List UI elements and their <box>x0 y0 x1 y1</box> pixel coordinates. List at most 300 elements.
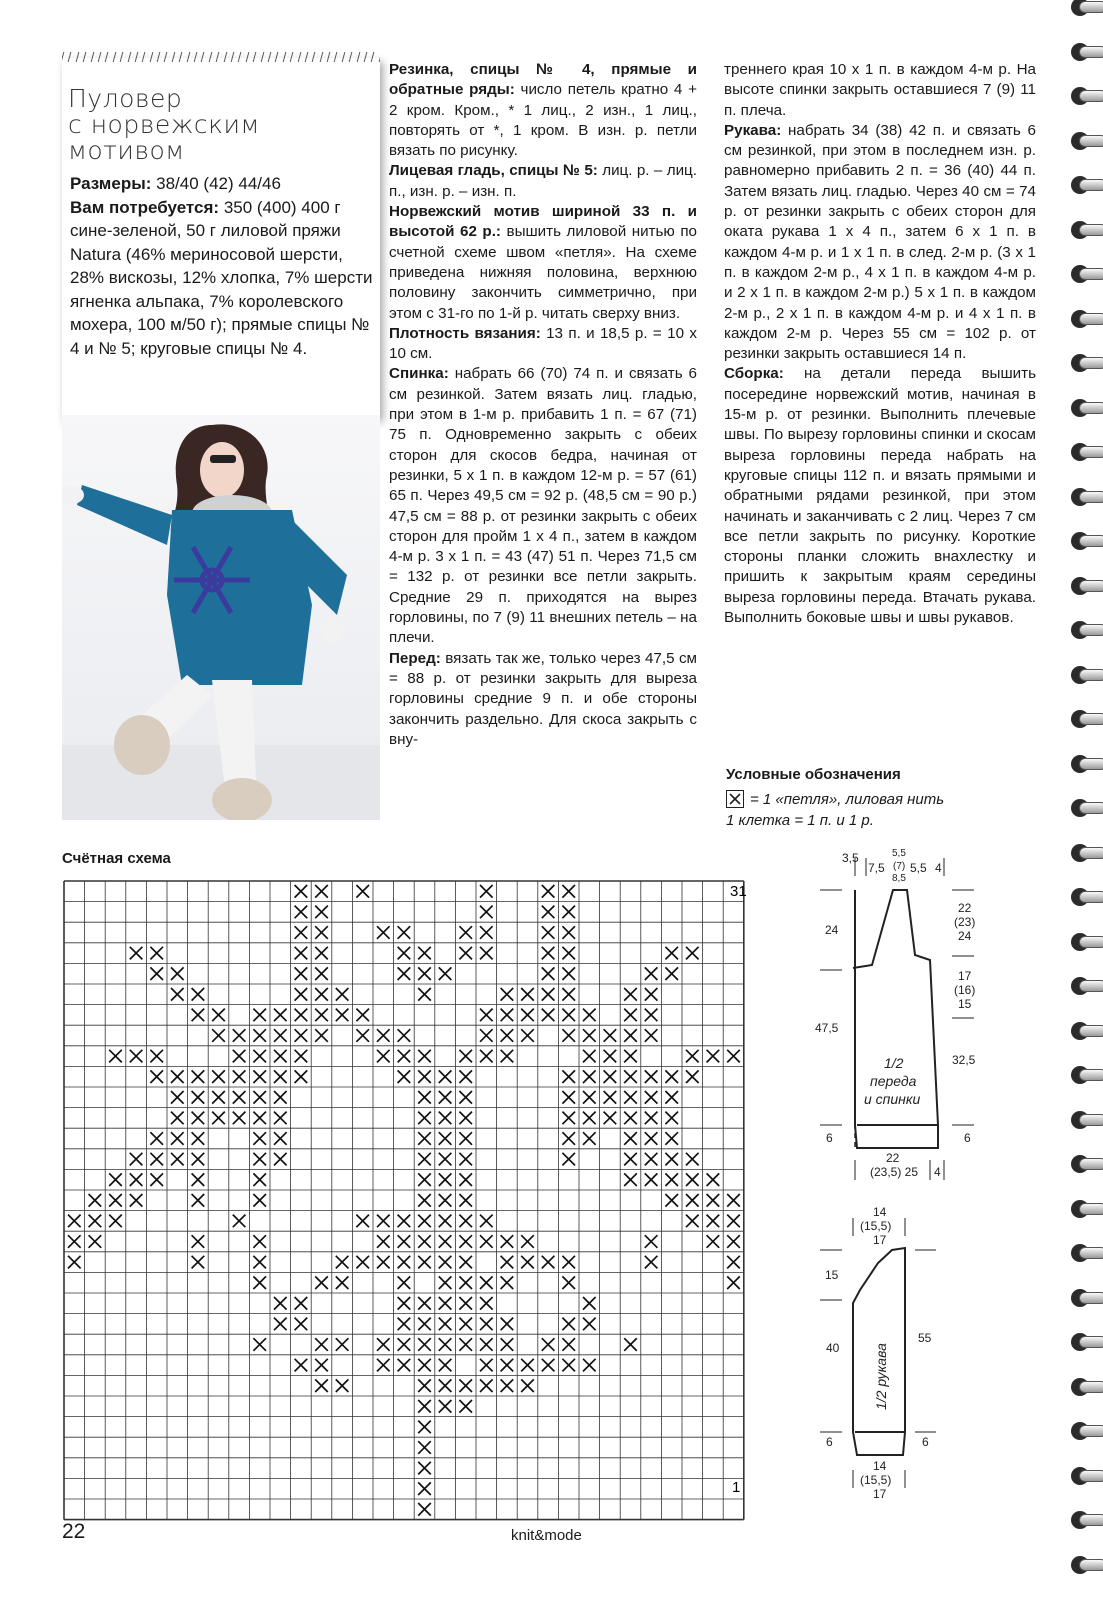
para-motif-text: вышить лиловой нитью по счетной схеме швом «петля». На схеме приведена нижняя половина, верхнюю половину закончить симметрично, при этом с 31-го по 1-й р. читать сверху вниз. <box>389 223 698 322</box>
chart-cross-stitch <box>295 947 308 960</box>
chart-cross-stitch <box>439 1173 452 1186</box>
chart-cross-stitch <box>542 967 555 980</box>
body-top-c1: 5,5 <box>892 848 906 859</box>
chart-cross-stitch <box>418 1318 431 1331</box>
title-line-2: с норвежским <box>68 110 260 139</box>
chart-cross-stitch <box>295 1070 308 1083</box>
chart-cross-stitch <box>274 1009 287 1022</box>
chart-cross-stitch <box>645 1070 658 1083</box>
chart-cross-stitch <box>624 1132 637 1145</box>
chart-cross-stitch <box>418 1441 431 1454</box>
chart-cross-stitch <box>562 1318 575 1331</box>
chart-cross-stitch <box>253 1132 266 1145</box>
perforation-mark <box>149 52 152 62</box>
page-number: 22 <box>62 1520 86 1543</box>
chart-cross-stitch <box>562 967 575 980</box>
chart-cross-stitch <box>604 1050 617 1063</box>
chart-cross-stitch <box>109 1173 122 1186</box>
para-front-text: вязать так же, только через 47,5 см = 88 р. от резинки закрыть для выреза горловины средние 9 п. и обе стороны закончить раздельно. Для скоса закрыть с вну- <box>389 649 697 748</box>
chart-cross-stitch <box>150 947 163 960</box>
chart-cross-stitch <box>624 1009 637 1022</box>
chart-cross-stitch <box>604 1091 617 1104</box>
body-label-1: 1/2 <box>884 1055 904 1071</box>
para-front-label: Перед: <box>389 649 441 667</box>
perforation-mark <box>216 52 219 62</box>
chart-cross-stitch <box>377 1215 390 1228</box>
title-line-1: Пуловер <box>68 84 183 113</box>
body-top-c3: 8,5 <box>892 873 906 884</box>
chart-cross-stitch <box>253 1070 266 1083</box>
chart-cross-stitch <box>459 1400 472 1413</box>
chart-cross-stitch <box>295 885 308 898</box>
chart-cross-stitch <box>418 1338 431 1351</box>
binding-ring <box>1061 838 1103 868</box>
chart-cross-stitch <box>645 1132 658 1145</box>
chart-cross-stitch <box>480 1318 493 1331</box>
chart-cross-stitch <box>315 947 328 960</box>
chart-cross-stitch <box>377 1359 390 1372</box>
body-right-23: (23) <box>954 915 976 929</box>
chart-cross-stitch <box>253 1276 266 1289</box>
chart-cross-stitch <box>439 1297 452 1310</box>
binding-ring <box>1061 1327 1103 1357</box>
chart-cross-stitch <box>109 1215 122 1228</box>
body-right-6: 6 <box>964 1131 971 1145</box>
binding-ring <box>1061 304 1103 334</box>
chart-cross-stitch <box>274 1112 287 1125</box>
body-top-b: 7,5 <box>868 861 885 875</box>
chart-cross-stitch <box>68 1215 81 1228</box>
chart-cross-stitch <box>398 1215 411 1228</box>
chart-row-label-bottom: 1 <box>732 1479 741 1496</box>
chart-cross-stitch <box>418 1503 431 1516</box>
chart-cross-stitch <box>562 1112 575 1125</box>
body-right-17: 17 <box>958 969 972 983</box>
chart-cross-stitch <box>377 1338 390 1351</box>
chart-cross-stitch <box>645 1029 658 1042</box>
binding-ring <box>1061 793 1103 823</box>
chart-cross-stitch <box>707 1050 720 1063</box>
card-perforation <box>62 52 380 66</box>
chart-cross-stitch <box>418 1194 431 1207</box>
title-line-3: мотивом <box>68 136 185 165</box>
perforation-mark <box>164 52 167 62</box>
sleeve-left-6: 6 <box>826 1435 833 1449</box>
chart-cross-stitch <box>501 1050 514 1063</box>
binding-ring <box>1061 1461 1103 1491</box>
chart-cross-stitch <box>253 1091 266 1104</box>
perforation-mark <box>371 52 374 62</box>
chart-cross-stitch <box>707 1235 720 1248</box>
sleeve-left-15: 15 <box>825 1268 839 1282</box>
chart-cross-stitch <box>542 947 555 960</box>
perforation-mark <box>179 52 182 62</box>
card-text <box>70 172 375 360</box>
chart-cross-stitch <box>459 1215 472 1228</box>
body-right-325: 32,5 <box>952 1053 976 1067</box>
chart-cross-stitch <box>192 1132 205 1145</box>
brand-logo: knit&mode <box>511 1527 582 1544</box>
chart-cross-stitch <box>624 1153 637 1166</box>
chart-cross-stitch <box>480 1235 493 1248</box>
perforation-mark <box>172 52 175 62</box>
chart-cross-stitch <box>624 1338 637 1351</box>
perforation-mark <box>194 52 197 62</box>
chart-cross-stitch <box>150 1173 163 1186</box>
chart-cross-stitch <box>562 1359 575 1372</box>
body-right-16: (16) <box>954 983 976 997</box>
chart-cross-stitch <box>192 1173 205 1186</box>
para-sleeves-label: Рукава: <box>724 121 782 139</box>
chart-cross-stitch <box>192 1153 205 1166</box>
perforation-mark <box>297 52 300 62</box>
binding-ring <box>1061 37 1103 67</box>
perforation-mark <box>327 52 330 62</box>
chart-cross-stitch <box>336 1338 349 1351</box>
chart-cross-stitch <box>192 1070 205 1083</box>
chart-cross-stitch <box>68 1235 81 1248</box>
chart-cross-stitch <box>583 1359 596 1372</box>
chart-cross-stitch <box>398 1070 411 1083</box>
sleeve-left-40: 40 <box>826 1341 840 1355</box>
model-illustration <box>62 415 380 820</box>
chart-cross-stitch <box>459 1091 472 1104</box>
body-left-475: 47,5 <box>815 1021 839 1035</box>
chart-cross-stitch <box>68 1256 81 1269</box>
chart-cross-stitch <box>624 1091 637 1104</box>
binding-ring <box>1061 482 1103 512</box>
chart-cross-stitch <box>459 1070 472 1083</box>
chart-cross-stitch <box>150 1070 163 1083</box>
body-top-d: 5,5 <box>910 861 927 875</box>
chart-cross-stitch <box>562 1256 575 1269</box>
chart-cross-stitch <box>192 1009 205 1022</box>
perforation-mark <box>349 52 352 62</box>
chart-cross-stitch <box>480 906 493 919</box>
chart-cross-stitch <box>171 1091 184 1104</box>
chart-cross-stitch <box>542 885 555 898</box>
chart-cross-stitch <box>645 1173 658 1186</box>
chart-cross-stitch <box>315 926 328 939</box>
chart-cross-stitch <box>356 1009 369 1022</box>
perforation-mark <box>253 52 256 62</box>
chart-cross-stitch <box>439 1070 452 1083</box>
para-motif <box>389 202 697 324</box>
perforation-mark <box>342 52 345 62</box>
chart-cross-stitch <box>398 1318 411 1331</box>
chart-cross-stitch <box>109 1194 122 1207</box>
binding-ring <box>1061 1416 1103 1446</box>
perforation-mark <box>378 52 380 62</box>
chart-cross-stitch <box>459 1276 472 1289</box>
chart-cross-stitch <box>604 1029 617 1042</box>
chart-cross-stitch <box>439 1359 452 1372</box>
chart-cross-stitch <box>583 1009 596 1022</box>
chart-cross-stitch <box>233 1091 246 1104</box>
chart-cross-stitch <box>645 1091 658 1104</box>
body-bottom-3: 4 <box>934 1165 941 1179</box>
para-front-cont <box>724 60 1036 121</box>
perforation-mark <box>62 52 64 62</box>
binding-ring <box>1061 1505 1103 1535</box>
chart-cross-stitch <box>315 885 328 898</box>
chart-cross-stitch <box>398 1297 411 1310</box>
chart-cross-stitch <box>542 1359 555 1372</box>
chart-cross-stitch <box>583 1297 596 1310</box>
perforation-mark <box>356 52 359 62</box>
chart-cross-stitch <box>459 926 472 939</box>
chart-cross-stitch <box>439 1194 452 1207</box>
chart-cross-stitch <box>645 967 658 980</box>
chart-cross-stitch <box>480 885 493 898</box>
binding-ring <box>1061 704 1103 734</box>
chart-cross-stitch <box>480 1215 493 1228</box>
chart-cross-stitch <box>686 1215 699 1228</box>
para-stockinette <box>389 161 697 202</box>
perforation-mark <box>238 52 241 62</box>
chart-cross-stitch <box>336 1256 349 1269</box>
para-back <box>389 364 697 648</box>
chart-cross-stitch <box>418 1359 431 1372</box>
chart-cross-stitch <box>377 1029 390 1042</box>
chart-cross-stitch <box>645 1235 658 1248</box>
binding-ring <box>1061 1105 1103 1135</box>
chart-cross-stitch <box>521 1379 534 1392</box>
para-front-cont-text: треннего края 10 х 1 п. в каждом 4-м р. На высоте спинки закрыть оставшиеся 7 (9) 11 п. плеча. <box>724 61 1036 119</box>
chart-cross-stitch <box>398 1256 411 1269</box>
sleeve-label: 1/2 рукава <box>873 1343 889 1410</box>
chart-cross-stitch <box>604 1070 617 1083</box>
binding-ring <box>1061 1060 1103 1090</box>
perforation-mark <box>135 52 138 62</box>
chart-cross-stitch <box>562 906 575 919</box>
pattern-title <box>68 86 260 164</box>
chart-cross-stitch <box>212 1029 225 1042</box>
chart-cross-stitch <box>295 967 308 980</box>
para-back-text: набрать 66 (70) 74 п. и связать 6 см резинкой. Затем вязать лиц. гладью, при этом в 1-м р. прибавить 1 п. = 67 (71) 75 п. Одновременно закрыть с обеих сторон для скосов бедра, начиная от резинки, 5 х 1 п. в каждом 12-м р. = 57 (61) 65 п. Через 49,5 см = 92 р. (48,5 см = 90 р.) 47,5 см = 88 р. от резинки закрыть с обеих сторон для пройм 1 х 4 п., затем в каждом 4-м р. 3 х 1 п. = 43 (47) 51 п. Через 71,5 см = 132 р. от резинки все петли закрыть. Средние 29 п. приходятся на вырез горловины, по 7 (9) 11 внешних петель – на плечи. <box>389 365 697 647</box>
chart-grid-lines <box>64 881 744 1520</box>
chart-cross-stitch <box>295 1297 308 1310</box>
chart-cross-stitch <box>295 1029 308 1042</box>
chart-cross-stitch <box>583 1132 596 1145</box>
chart-cross-stitch <box>356 1215 369 1228</box>
chart-cross-stitch <box>356 885 369 898</box>
chart-cross-stitch <box>624 1173 637 1186</box>
chart-cross-stitch <box>480 1029 493 1042</box>
chart-cross-stitch <box>727 1194 740 1207</box>
chart-cross-stitch <box>295 906 308 919</box>
chart-cross-stitch <box>501 1318 514 1331</box>
perforation-mark <box>290 52 293 62</box>
chart-cross-stitch <box>562 1009 575 1022</box>
binding-ring <box>1061 1149 1103 1179</box>
chart-cross-stitch <box>398 1029 411 1042</box>
chart-cross-stitch <box>192 1194 205 1207</box>
chart-cross-stitch <box>89 1194 102 1207</box>
chart-cross-stitch <box>665 1173 678 1186</box>
perforation-mark <box>90 52 93 62</box>
cross-stitch-icon <box>726 790 744 808</box>
chart-cross-stitch <box>501 1359 514 1372</box>
chart-cross-stitch <box>315 1359 328 1372</box>
chart-title: Счётная схема <box>62 850 171 867</box>
chart-cross-stitch <box>233 1215 246 1228</box>
chart-cross-stitch <box>418 1091 431 1104</box>
chart-cross-stitch <box>253 1235 266 1248</box>
chart-cross-stitch <box>665 1194 678 1207</box>
chart-cross-stitch <box>645 1112 658 1125</box>
body-right-24: 24 <box>958 929 972 943</box>
chart-cross-stitch <box>418 1482 431 1495</box>
chart-cross-stitch <box>542 988 555 1001</box>
need-label: Вам потребуется: <box>70 197 220 217</box>
chart-cross-stitch <box>459 1338 472 1351</box>
binding-ring <box>1061 348 1103 378</box>
chart-cross-stitch <box>253 1112 266 1125</box>
chart-cross-stitch <box>130 1194 143 1207</box>
chart-cross-stitch <box>418 1462 431 1475</box>
legend-symbol-text: = 1 «петля», лиловая нить <box>750 790 945 808</box>
chart-cross-stitch <box>253 1009 266 1022</box>
chart-cross-stitch <box>233 1029 246 1042</box>
body-label-2: переда <box>870 1073 917 1089</box>
chart-cross-stitch <box>480 947 493 960</box>
chart-cross-stitch <box>645 1153 658 1166</box>
chart-cross-stitch <box>171 1153 184 1166</box>
chart-cross-stitch <box>604 1112 617 1125</box>
para-front <box>389 649 697 750</box>
perforation-mark <box>83 52 86 62</box>
para-sleeves-text: набрать 34 (38) 42 п. и связать 6 см резинкой, при этом в последнем изн. р. равномерно прибавить 2 п. = 36 (40) 44 п. Затем вязать лиц. гладью. Через 40 см = 74 р. от резинки закрыть с обеих сторон для оката рукава 1 х 4 п., затем 6 х 1 п. в каждом 4-м р. и 1 х 1 п. в след. 2-м р. (3 х 1 п. в каждом 2-м р., 4 х 1 п. в каждом 4-м р. и 2 х 1 п. в каждом 2-м р.) 5 х 1 п. в каждом 2-м р., 2 х 1 п. в каждом 4-м р. и 4 х 1 п. в каждом 2-м р. Через 55 см = 102 р. от резинки закрыть оставшиеся 14 п. <box>724 121 1036 363</box>
chart-cross-stitch <box>356 1029 369 1042</box>
binding-ring <box>1061 882 1103 912</box>
chart-cross-stitch <box>686 1050 699 1063</box>
para-rib <box>389 60 697 161</box>
body-schematic <box>815 848 976 1180</box>
chart-cross-stitch <box>624 1112 637 1125</box>
chart-cross-stitch <box>192 1256 205 1269</box>
instructions-column-3 <box>724 60 1036 628</box>
chart-cross-stitch <box>356 1256 369 1269</box>
chart-cross-stitch <box>295 926 308 939</box>
perforation-mark <box>364 52 367 62</box>
chart-cross-stitch <box>562 885 575 898</box>
chart-cross-stitch <box>480 1276 493 1289</box>
chart-cross-stitch <box>501 1256 514 1269</box>
chart-cross-stitch <box>686 1194 699 1207</box>
chart-cross-stitch <box>171 1070 184 1083</box>
perforation-mark <box>201 52 204 62</box>
chart-cross-stitch <box>336 1276 349 1289</box>
chart-cross-stitch <box>480 1338 493 1351</box>
chart-cross-stitch <box>295 1050 308 1063</box>
chart-cross-stitch <box>253 1173 266 1186</box>
perforation-mark <box>68 52 71 62</box>
perforation-mark <box>245 52 248 62</box>
chart-cross-stitch <box>398 1235 411 1248</box>
chart-cross-stitch <box>418 1421 431 1434</box>
binding-ring <box>1061 126 1103 156</box>
chart-cross-stitch <box>521 1235 534 1248</box>
chart-cross-stitch <box>521 1256 534 1269</box>
chart-cross-stitch <box>665 1132 678 1145</box>
chart-cross-stitch <box>665 1070 678 1083</box>
chart-cross-stitch <box>398 1276 411 1289</box>
binding-ring <box>1061 749 1103 779</box>
perforation-mark <box>268 52 271 62</box>
chart-cross-stitch <box>583 1318 596 1331</box>
binding-ring <box>1061 0 1103 22</box>
para-motif-label: Норвежский мотив шириной 33 п. и высотой 62 р.: <box>389 203 697 241</box>
binding-ring <box>1061 1016 1103 1046</box>
binding-ring <box>1061 971 1103 1001</box>
chart-cross-stitch <box>707 1173 720 1186</box>
chart-cross-stitch <box>233 1070 246 1083</box>
binding-ring <box>1061 1550 1103 1580</box>
chart-cross-stitch <box>562 1070 575 1083</box>
chart-cross-stitch <box>439 1153 452 1166</box>
chart-cross-stitch <box>521 1029 534 1042</box>
chart-cross-stitch <box>336 1379 349 1392</box>
chart-cross-stitch <box>109 1050 122 1063</box>
binding-ring <box>1061 81 1103 111</box>
chart-cross-stitch <box>707 1215 720 1228</box>
chart-cross-stitch <box>253 1153 266 1166</box>
perforation-mark <box>75 52 78 62</box>
chart-cross-stitch <box>418 1050 431 1063</box>
chart-cross-stitch <box>418 1132 431 1145</box>
chart-cross-stitch <box>439 1400 452 1413</box>
para-gauge <box>389 324 697 365</box>
chart-cross-stitch <box>439 1215 452 1228</box>
perforation-mark <box>208 52 211 62</box>
chart-cross-stitch <box>480 1359 493 1372</box>
chart-cross-stitch <box>583 1050 596 1063</box>
binding-ring <box>1061 1283 1103 1313</box>
body-left-24: 24 <box>825 923 839 937</box>
chart-cross-stitch <box>150 967 163 980</box>
chart-row-label-top: 31 <box>730 883 747 900</box>
chart-cross-stitch <box>542 1338 555 1351</box>
chart-cross-stitch <box>562 926 575 939</box>
chart-cross-stitch <box>377 1256 390 1269</box>
pattern-card <box>62 58 380 418</box>
perforation-mark <box>231 52 234 62</box>
chart-cross-stitch <box>418 1112 431 1125</box>
sleeve-right-6: 6 <box>922 1435 929 1449</box>
sleeve-bottom-3: 17 <box>873 1487 887 1501</box>
chart-cross-stitch <box>212 1112 225 1125</box>
chart-cross-stitch <box>665 1112 678 1125</box>
chart-cross-stitch <box>665 1153 678 1166</box>
chart-cross-stitch <box>542 1256 555 1269</box>
chart-cross-stitch <box>89 1215 102 1228</box>
chart-cross-stitch <box>418 1256 431 1269</box>
chart-cross-stitch <box>459 1173 472 1186</box>
chart-cross-stitch <box>192 1235 205 1248</box>
chart-cross-stitch <box>459 1256 472 1269</box>
chart-cross-stitch <box>274 1297 287 1310</box>
chart-cross-stitch <box>501 1379 514 1392</box>
body-right-22: 22 <box>958 901 972 915</box>
para-rib-label: Резинка, спицы № 4, прямые и обратные ряды: <box>389 61 697 99</box>
chart-cross-stitch <box>398 967 411 980</box>
chart-cross-stitch <box>583 1112 596 1125</box>
binding-ring <box>1061 526 1103 556</box>
chart-cross-stitch <box>295 1318 308 1331</box>
chart-cross-stitch <box>459 1235 472 1248</box>
chart-cross-stitch <box>459 1132 472 1145</box>
